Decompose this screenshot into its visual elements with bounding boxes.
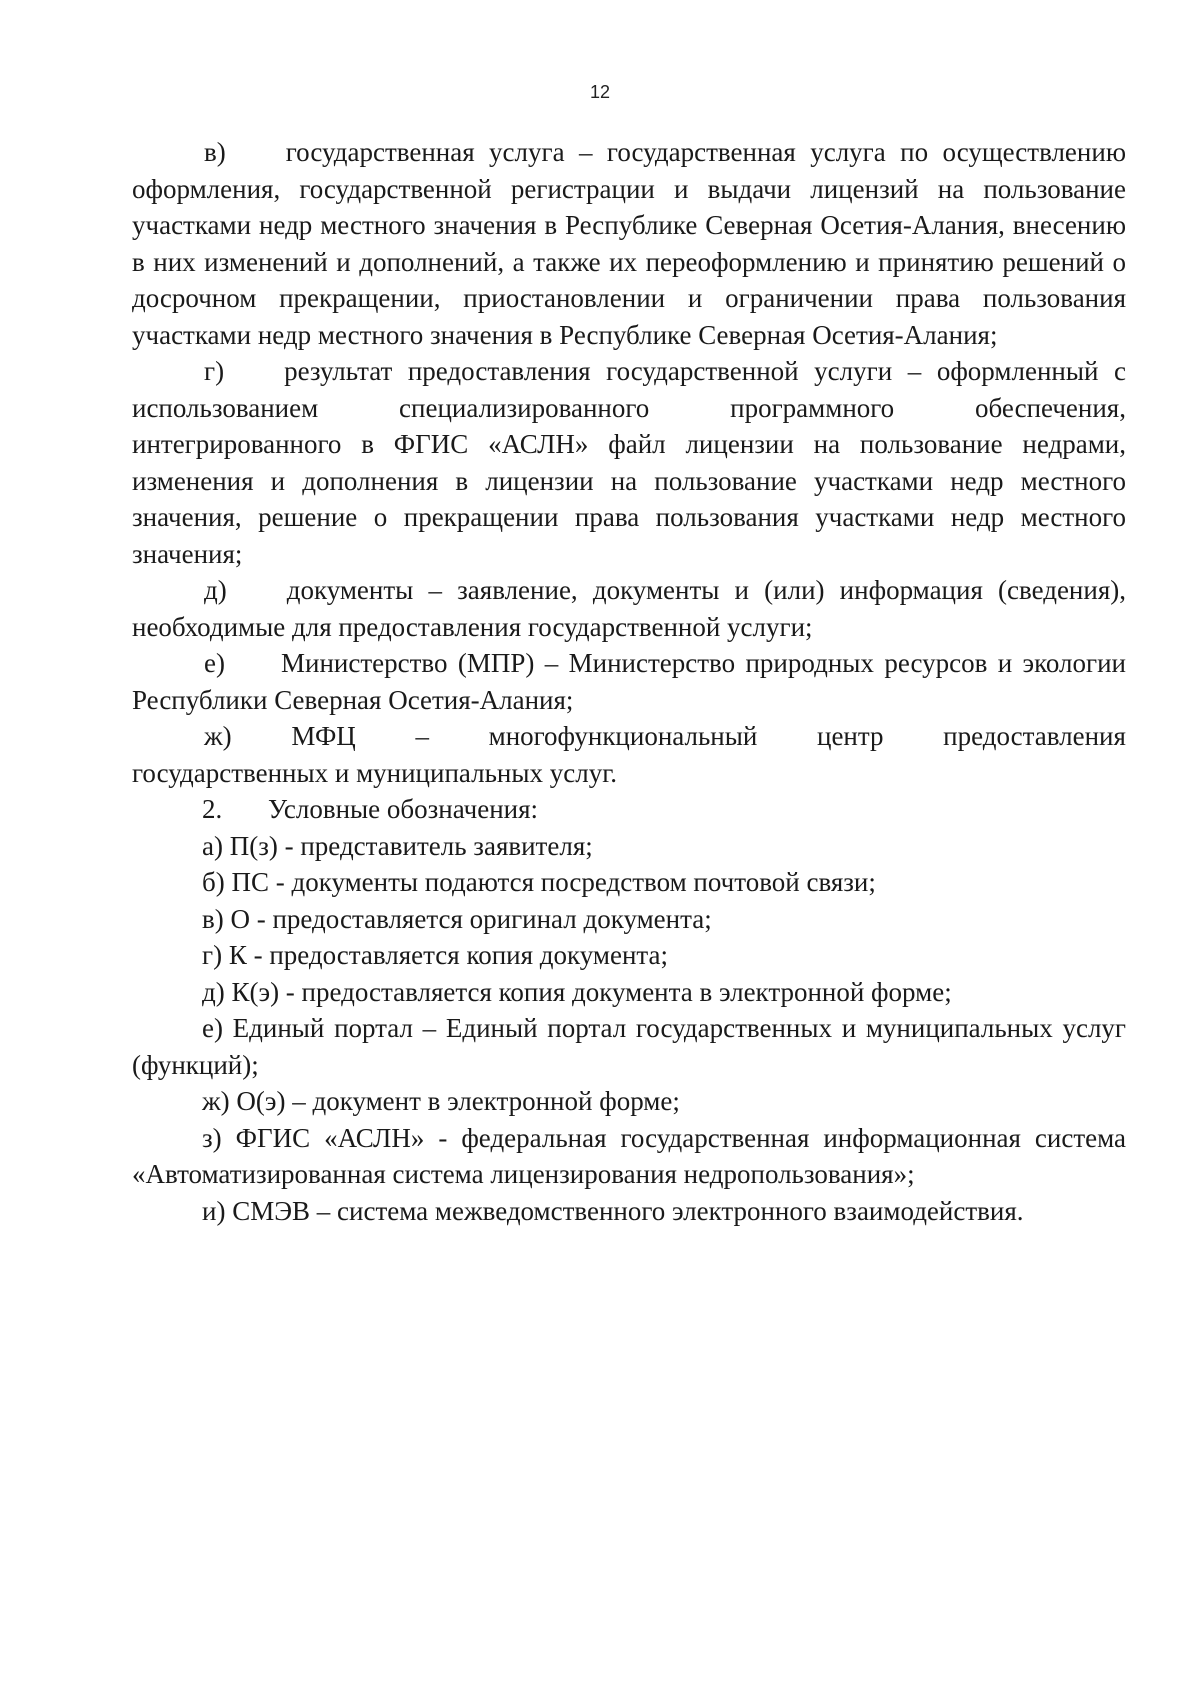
legend-item-v: в) О - предоставляется оригинал документа;	[202, 903, 712, 934]
definition-zh-word: –	[415, 721, 429, 751]
document-body	[132, 134, 1126, 1229]
definition-g-first-line	[132, 353, 1126, 390]
definition-e-line1: Министерство (МПР) – Министерство природных ресурсов и экологии	[280, 648, 1126, 678]
legend-item-g: г) К - предоставляется копия документа;	[202, 940, 669, 970]
definition-zh-word: МФЦ	[291, 721, 356, 751]
definition-v-marker: в)	[204, 137, 226, 167]
legend-item-z-line2: «Автоматизированная система лицензирования недропользования»;	[132, 1159, 915, 1189]
legend-item-z-line1: з) ФГИС «АСЛН» - федеральная государственная информационная система	[202, 1122, 1126, 1153]
legend-item-e-line2: (функций);	[132, 1049, 259, 1080]
definition-d-text: необходимые для предоставления государственной услуги;	[132, 611, 813, 642]
definition-g-text: интегрированного в ФГИС «АСЛН» файл лицензии на пользование недрами, изменения и дополнения в лицензии на пользование участками недр местного значения, решение о прекращении права пользования участками недр местного значения;	[132, 429, 1126, 569]
definition-g-marker: г)	[204, 356, 225, 386]
definition-zh-first-line	[132, 718, 1126, 755]
definition-v-first-line	[132, 134, 1126, 171]
definition-g-word: программного	[730, 392, 895, 423]
definition-zh-word: многофункциональный	[488, 721, 758, 751]
section-2-marker: 2.	[202, 794, 223, 824]
legend-item-a: а) П(з) - представитель заявителя;	[202, 830, 593, 861]
definition-zh-word: ж)	[204, 721, 232, 751]
definition-g-word: использованием	[132, 392, 319, 423]
page-number: 12	[589, 82, 611, 102]
definition-g-word: специализированного	[399, 392, 650, 423]
definition-zh-word: центр	[817, 721, 884, 751]
definition-v-line1: государственная услуга – государственная услуга по осуществлению	[285, 137, 1126, 167]
legend-item-zh: ж) О(э) – документ в электронной форме;	[202, 1086, 680, 1116]
legend-item-e-line1: е) Единый портал – Единый портал государственных и муниципальных услуг	[202, 1013, 1126, 1043]
definition-g-second-line	[132, 390, 1126, 427]
definition-e-text: Республики Северная Осетия-Алания;	[132, 684, 574, 715]
definition-d-first-line	[132, 572, 1126, 609]
legend-item-d: д) К(э) - предоставляется копия документа в электронной форме;	[202, 976, 952, 1007]
definition-g-word: обеспечения,	[975, 392, 1126, 423]
definition-v-text: оформления, государственной регистрации и выдачи лицензий на пользование участками недр местного значения в Республике Северная Осетия-Алания, внесению в них изменений и дополнений, а также их переоформлению и принятию решений о досрочном прекращении, приостановлении и ограничении права пользования участками недр местного значения в Республике Северная Осетия-Алания;	[132, 173, 1126, 350]
definition-d-marker: д)	[204, 575, 227, 605]
legend-item-i: и) СМЭВ – система межведомственного электронного взаимодействия.	[202, 1195, 1024, 1226]
definition-zh-word: предоставления	[943, 721, 1126, 751]
section-2-title: Условные обозначения:	[268, 794, 539, 824]
section-2-heading	[132, 791, 1126, 828]
definition-e-marker: е)	[204, 648, 225, 678]
legend-item-b: б) ПС - документы подаются посредством почтовой связи;	[202, 867, 876, 897]
definition-g-line1: результат предоставления государственной услуги – оформленный с	[284, 356, 1126, 386]
definition-zh-text: государственных и муниципальных услуг.	[132, 757, 617, 788]
definition-d-line1: документы – заявление, документы и (или) информация (сведения),	[286, 575, 1126, 605]
definition-e-first-line	[132, 645, 1126, 682]
